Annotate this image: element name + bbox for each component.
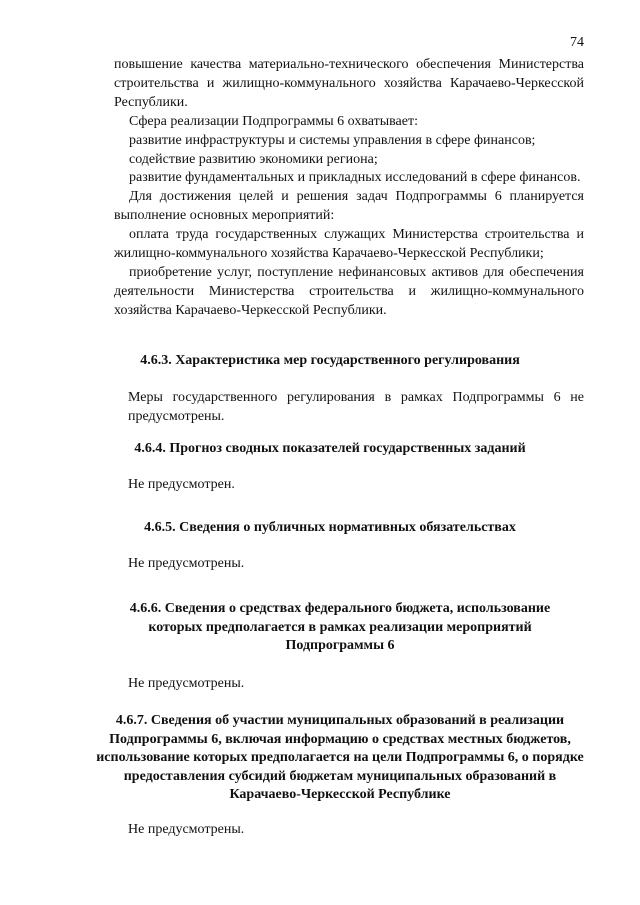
paragraph: оплата труда государственных служащих Министерства строительства и жилищно-коммунального хозяйства Карачаево-Черкесской Республики; bbox=[114, 227, 584, 262]
paragraph: приобретение услуг, поступление нефинансовых активов для обеспечения деятельности Министерства строительства и жилищно-коммунального хозяйства Карачаево-Черкесской Республики. bbox=[114, 264, 584, 318]
section-text-4-6-6: Не предусмотрены. bbox=[128, 676, 245, 691]
page-number: 74 bbox=[570, 35, 584, 50]
paragraph: Для достижения целей и решения задач Подпрограммы 6 планируется выполнение основных мероприятий: bbox=[114, 189, 584, 224]
section-heading-4-6-3: 4.6.3. Характеристика мер государственного регулирования bbox=[140, 353, 520, 368]
section-text-4-6-4: Не предусмотрен. bbox=[128, 477, 235, 492]
intro-text bbox=[114, 56, 584, 321]
paragraph: повышение качества материально-технического обеспечения Министерства строительства и жилищно-коммунального хозяйства Карачаево-Черкесской Республики. bbox=[114, 57, 584, 110]
section-text-4-6-5: Не предусмотрены. bbox=[128, 556, 245, 571]
paragraph: развитие фундаментальных и прикладных исследований в сфере финансов. bbox=[129, 170, 581, 186]
paragraph: Сфера реализации Подпрограммы 6 охватывает: bbox=[129, 113, 418, 129]
paragraph: содействие развитию экономики региона; bbox=[129, 151, 378, 167]
paragraph: развитие инфраструктуры и системы управления в сфере финансов; bbox=[129, 132, 536, 148]
section-text-4-6-3: Меры государственного регулирования в рамках Подпрограммы 6 не предусмотрены. bbox=[128, 390, 584, 424]
section-heading-4-6-7: 4.6.7. Сведения об участии муниципальных образований в реализации Подпрограммы 6, включая информацию о средствах местных бюджетов, использование которых предполагается на цели Подпрограммы 6, о порядке предоставления субсидий бюджетам муниципальных образований в Карачаево-Черкесской Республике bbox=[96, 713, 584, 802]
section-text-4-6-7: Не предусмотрены. bbox=[128, 822, 245, 837]
section-heading-4-6-5: 4.6.5. Сведения о публичных нормативных обязательствах bbox=[144, 520, 516, 535]
section-heading-4-6-4: 4.6.4. Прогноз сводных показателей государственных заданий bbox=[134, 441, 526, 456]
section-heading-4-6-6: 4.6.6. Сведения о средствах федерального бюджета, использование которых предполагается в рамках реализации мероприятий Подпрограммы 6 bbox=[129, 601, 551, 653]
